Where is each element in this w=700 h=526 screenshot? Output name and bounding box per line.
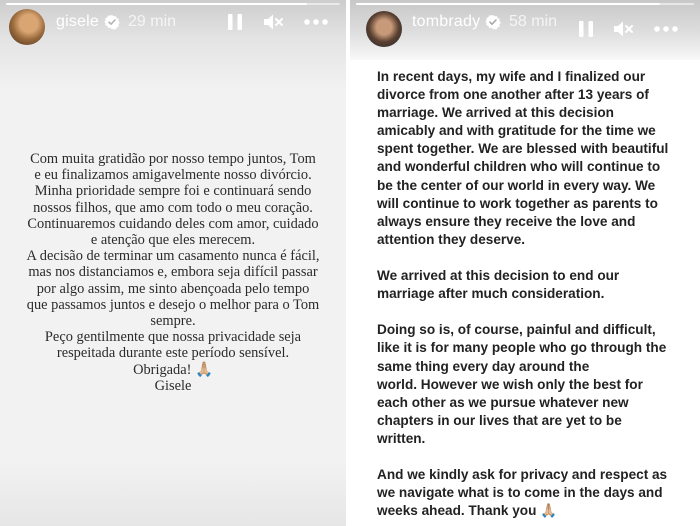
story-username[interactable]: gisele: [56, 13, 100, 30]
mute-icon[interactable]: [612, 18, 634, 40]
story-username[interactable]: tombrady: [412, 13, 481, 30]
story-header: [0, 0, 346, 46]
pause-icon[interactable]: [224, 11, 246, 33]
story-progress-fill: [356, 3, 660, 5]
story-message: In recent days, my wife and I finalized our divorce from one another after 13 years of marriage. We arrived at this decision amicably and with gratitude for the time we spent together. We are blessed with beautiful and wonderful children who will continue to be the center of our world in every way. We will continue to work together as parents to always ensure they receive the love and attention they deserve. We arrived at this decision to end our marriage after much consideration. Doing so is, of course, painful and difficult, like it is for many people who go through the same thing every day around the world. However we wish only the best for each other as we pursue whatever new chapters in our lives that are yet to be written. And we kindly ask for privacy and respect as we navigate what is to come in the days and weeks ahead. Thank you 🙏🏼: [377, 69, 669, 519]
story-header: [350, 0, 700, 60]
story-message: Com muita gratidão por nosso tempo juntos, Tom e eu finalizamos amigavelmente nosso divórcio. Minha prioridade sempre foi e continuará sendo nossos filhos, que amo com todo o meu coração. Continuaremos cuidando deles com amor, cuidado e atenção que eles merecem. A decisão de terminar um casamento nunca é fácil, mas nos distanciamos e, embora seja difícil passar por algo assim, me sinto abençoada pelo tempo que passamos juntos e desejo o melhor para o Tom sempre. Peço gentilmente que nossa privacidade seja respeitada durante este período sensível. Obrigada! 🙏🏼 Gisele: [26, 151, 320, 394]
story-progress-bar: [356, 3, 694, 5]
story-progress-fill: [6, 3, 307, 5]
story-timestamp: 29 min: [128, 13, 177, 30]
avatar[interactable]: [366, 11, 402, 47]
more-options-icon[interactable]: [653, 18, 679, 40]
verified-badge-icon: [485, 14, 501, 30]
pause-icon[interactable]: [575, 18, 597, 40]
verified-badge-icon: [104, 14, 120, 30]
avatar[interactable]: [9, 9, 45, 45]
more-options-icon[interactable]: [303, 11, 329, 33]
story-panel-tombrady: [350, 0, 700, 526]
mute-icon[interactable]: [262, 11, 284, 33]
story-timestamp: 58 min: [509, 13, 558, 30]
story-panel-gisele: [0, 0, 346, 526]
story-progress-bar: [6, 3, 340, 5]
